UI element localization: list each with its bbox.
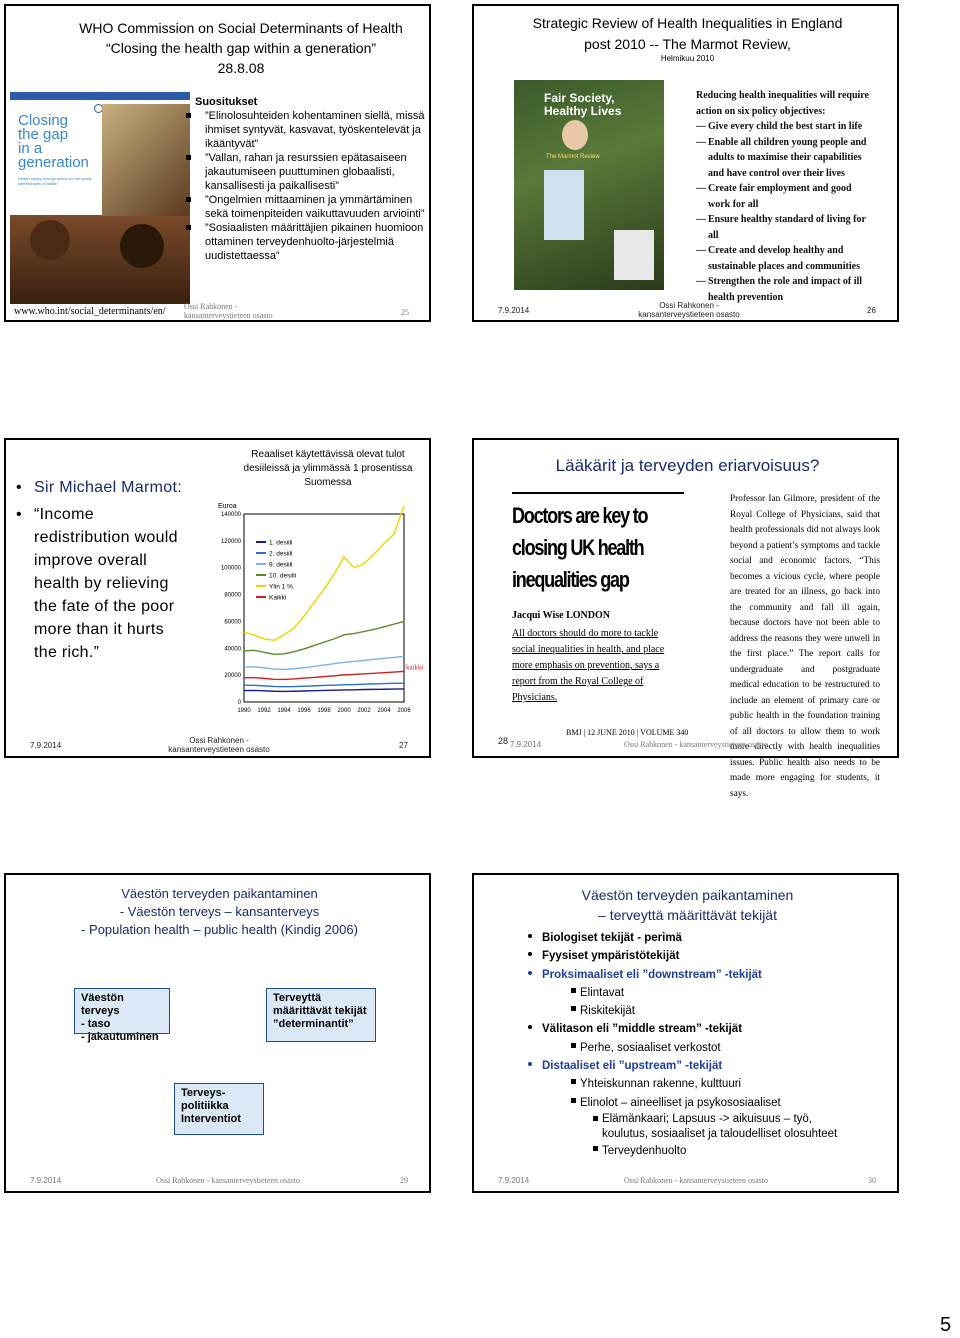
x-tick-label: 2002 — [357, 708, 371, 714]
income-line-chart — [216, 500, 426, 725]
slide-title: WHO Commission on Social Determinants of Health “Closing the health gap within a generation” 28.8.08 — [79, 20, 403, 76]
recommendations-heading: Suositukset — [195, 96, 258, 108]
objective-item: Enable all children young people and adults to maximise their capabilities and have control over their lives — [708, 136, 867, 179]
list-item: Fyysiset ympäristötekijät — [542, 950, 680, 963]
y-tick-label: 120000 — [220, 538, 241, 545]
document-page-number: 5 — [940, 1314, 952, 1336]
x-tick-label: 2006 — [397, 708, 411, 714]
objective-item: Strengthen the role and impact of ill health prevention — [708, 276, 863, 303]
footer-date: 7.9.2014 — [30, 1176, 62, 1185]
legend-label: Ylin 1 % — [269, 583, 293, 591]
list-subitem: Elinolot – aineelliset ja psykososiaaliset — [580, 1096, 781, 1109]
article-body: Professor Ian Gilmore, president of the Royal College of Physicians, said that health professionals did not always look beyond a patient’s symptoms and tackle social and economic factors. “This becomes a vicious cycle, where people are treated for an illness, go back into the community and fall ill again, because doctors have not been able to address the reasons they were unwell in the first place.” The report calls for undergraduate and postgraduate medical education to be restructured to include an element of primary care or public health in the foundation training of all doctors to allow them to work more directly with health inequalities issues. Public health also needs to be made more engaging for students, it says. — [730, 494, 880, 799]
list-item: Biologiset tekijät - perimä — [542, 932, 682, 944]
objective-item: Create and develop healthy and sustainable places and communities — [708, 245, 860, 272]
y-tick-label: 100000 — [220, 565, 241, 572]
policy-objectives: Reducing health inequalities will require action on six policy objectives: — Give every child the best start in life — Enable all children young people and adults to maximise their capabilities and have control over their lives — Create fair employment and good work for all — Ensure healthy standard of living for all — Create and develop healthy and sustainable places and communities — Strengthen the role and impact of ill health prevention — [696, 88, 876, 305]
legend-label: 10. desiili — [269, 572, 297, 580]
footer-author: Ossi Rahkonen - kansanterveystieteen osasto — [638, 301, 740, 319]
y-tick-label: 140000 — [220, 512, 241, 518]
recommendations-block — [195, 95, 433, 263]
legend-label: Kaikki — [269, 594, 287, 602]
x-tick-label: 1998 — [317, 708, 331, 714]
health-determinants-box: Terveyttä määrittävät tekijät ”determinantit” — [266, 988, 376, 1042]
chart-title: Reaaliset käytettävissä olevat tulot desiileissä ja ylimmässä 1 prosentissa Suomessa — [243, 449, 413, 488]
footer-author: Ossi Rahkonen - kansanterveystieteen osasto — [168, 736, 270, 754]
slide-title: Strategic Review of Health Inequalities in England post 2010 -- The Marmot Review, — [532, 15, 843, 52]
slide-27 — [4, 438, 431, 758]
list-subsubitem: Elämänkaari; Lapsuus -> aikuisuus – työ, koulutus, sosiaaliset ja taloudelliset olosuhteet — [602, 1112, 838, 1140]
list-subitem: Perhe, sosiaaliset verkostot — [580, 1041, 721, 1054]
x-tick-label: 1996 — [297, 708, 311, 714]
slide-title: Lääkärit ja terveyden eriarvoisuus? — [555, 456, 820, 475]
y-axis-label: Euroa — [218, 503, 237, 510]
quote-author: Sir Michael Marmot: — [34, 479, 182, 496]
page-number: 29 — [400, 1176, 408, 1185]
slide-title: Väestön terveyden paikantaminen - Väestön terveys – kansanterveys - Population health – public health (Kindig 2006) — [81, 886, 358, 937]
footer-date: 7.9.2014 — [498, 306, 530, 315]
quote-text: “Income redistribution would improve overall health by relieving the fate of the poor more than it hurts the rich.” — [34, 506, 178, 661]
slide-subtitle: Helmikuu 2010 — [660, 54, 715, 63]
y-tick-label: 20000 — [224, 673, 241, 680]
plot-area — [244, 514, 404, 702]
list-subitem: Riskitekijät — [580, 1005, 635, 1018]
objectives-heading: Reducing health inequalities will require action on six policy objectives: — [696, 90, 869, 117]
y-tick-label: 0 — [237, 700, 241, 706]
marmot-quote: • Sir Michael Marmot: • “Income redistribution would improve overall health by relieving the fate of the poor more than it hurts the rich.” — [16, 479, 182, 661]
x-tick-label: 2000 — [337, 708, 351, 714]
slide-29 — [4, 873, 431, 1193]
y-tick-label: 40000 — [224, 646, 241, 653]
who-url[interactable]: www.who.int/social_determinants/en/ — [14, 306, 166, 317]
article-byline: Jacqui Wise LONDON — [512, 610, 610, 621]
page-number: 27 — [399, 741, 408, 750]
y-tick-label: 80000 — [224, 592, 241, 599]
slide-30 — [472, 873, 899, 1193]
page-number: 28 — [498, 736, 509, 746]
objective-item: Create fair employment and good work for all — [708, 183, 852, 210]
page-number: 26 — [867, 306, 876, 315]
footer-date: 7.9.2014 — [30, 741, 62, 750]
x-tick-label: 1994 — [277, 708, 291, 714]
list-subitem: Elintavat — [580, 986, 625, 999]
report-cover-image: Closing the gap in a generation Health equity through action on the social determinants of health — [10, 92, 190, 304]
determinants-list — [542, 929, 882, 1160]
x-tick-label: 1992 — [257, 708, 271, 714]
recommendation-item: ”Ongelmien mittaaminen ja ymmärtäminen sekä toimenpiteiden vaikuttavuuden arviointi” — [205, 194, 425, 220]
page-number: 25 — [401, 308, 409, 317]
slide-25 — [4, 4, 431, 322]
objective-item: Ensure healthy standard of living for all — [708, 214, 866, 241]
footer-author: Ossi Rahkonen - kansanterveystieteen osasto — [624, 1176, 768, 1185]
footer-author: Ossi Rahkonen - kansanterveystieteen osasto — [624, 740, 768, 749]
series-annotation: kaikki — [406, 663, 424, 672]
article-lead: All doctors should do more to tackle social inequalities in health, and place more emphasis on prevention, says a report from the Royal College of Physicians. — [512, 628, 665, 703]
legend-label: 9. desiili — [269, 561, 293, 569]
health-policy-box: Terveys- politiikka Interventiot — [174, 1083, 264, 1135]
article-citation: BMJ | 12 JUNE 2010 | VOLUME 340 — [566, 728, 689, 737]
slide-title: Väestön terveyden paikantaminen – terveyttä määrittävät tekijät — [581, 887, 794, 923]
article-headline: Doctors are key to closing UK health inequalities gap — [512, 503, 648, 592]
list-subitem: Yhteiskunnan rakenne, kulttuuri — [580, 1078, 742, 1091]
objective-item: Give every child the best start in life — [708, 121, 863, 132]
marmot-cover-image: Fair Society, Healthy Lives The Marmot Review — [514, 80, 664, 290]
footer-author: Ossi Rahkonen - kansanterveystieteen osasto — [156, 1176, 300, 1185]
footer-author: Ossi Rahkonen - kansanterveystieteen osasto — [184, 302, 273, 320]
legend-label: 1. desiili — [269, 539, 293, 547]
recommendation-item: ”Elinolosuhteiden kohentaminen siellä, missä ihmiset syntyvät, kasvavat, työskentelevät ja ikääntyvät” — [205, 110, 425, 150]
list-item: Välitason eli ”middle stream” -tekijät — [542, 1023, 743, 1036]
recommendation-item: ”Sosiaalisten määrittäjien pikainen huomioon ottaminen terveydenhuolto-järjestelmiä uudistettaessa” — [205, 222, 424, 262]
x-tick-label: 2004 — [377, 708, 391, 714]
list-item: Distaaliset eli ”upstream” -tekijät — [542, 1060, 723, 1073]
list-item: Proksimaaliset eli ”downstream” -tekijät — [542, 968, 762, 981]
y-tick-label: 60000 — [224, 619, 241, 626]
legend-label: 2. desiili — [269, 550, 293, 558]
x-tick-label: 1990 — [237, 708, 251, 714]
recommendation-item: ”Vallan, rahan ja resurssien epätasaiseen jakautumiseen puuttuminen globaalisti, kansallisesti ja paikallisesti” — [205, 152, 407, 192]
footer-date: 7.9.2014 — [510, 740, 542, 749]
page-number: 30 — [868, 1176, 876, 1185]
footer-date: 7.9.2014 — [498, 1176, 530, 1185]
slide-28 — [472, 438, 899, 799]
population-health-box: Väestön terveys - taso - jakautuminen — [74, 988, 170, 1034]
slide-26 — [472, 4, 899, 322]
list-subsubitem: Terveydenhuolto — [602, 1144, 687, 1157]
